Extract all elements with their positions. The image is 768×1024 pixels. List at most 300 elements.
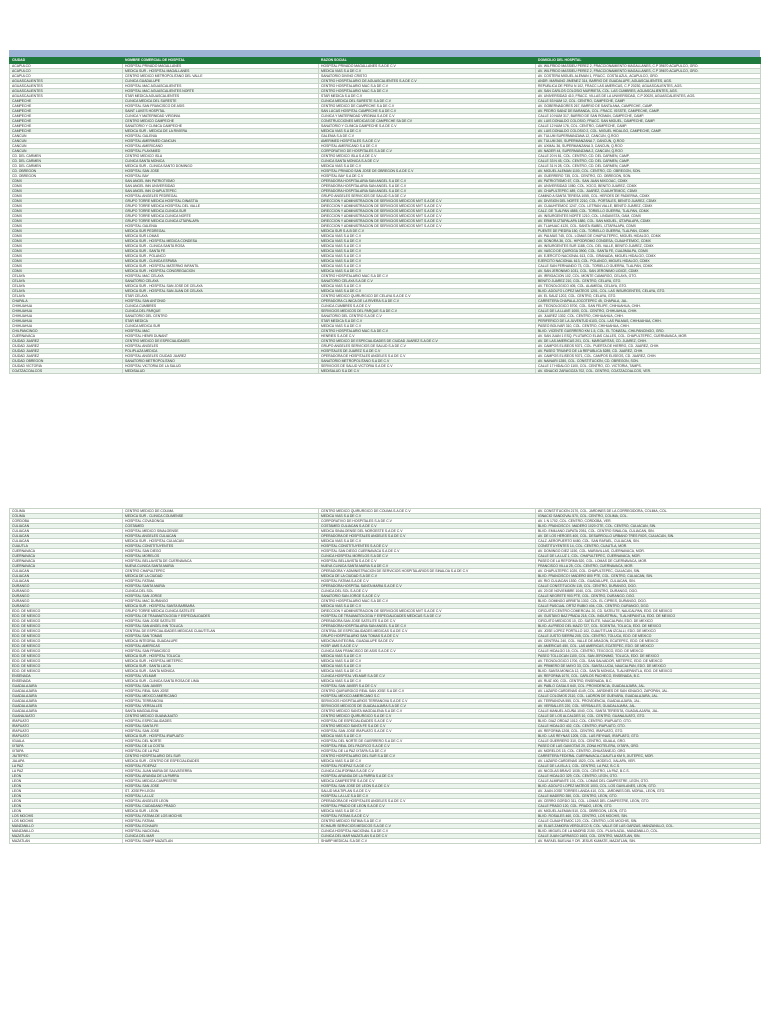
cell-razon-social: OPERADORA HOSPITALARIA SAN ANGEL S.A DE C.V <box>319 184 536 189</box>
cell-ciudad: CD. DEL CARMEN <box>10 159 123 164</box>
cell-razon-social: CLINICA SANTA MONICA S.A DE C.V <box>319 159 536 164</box>
cell-razon-social: CENTRAL DE ESPECIALIDADES MEDICAS S.A DE C.V <box>319 629 536 634</box>
cell-domicilio: AV. LUIS DONALDO COLOSIO 2, COL. MIGUEL HIDALGO, CAMPECHE, CAMP. <box>536 129 761 134</box>
cell-domicilio: AV. ERMITA IZTAPALAPA 1880, COL. SAN MIGUEL, IZTAPALAPA, CDMX <box>536 219 761 224</box>
cell-ciudad: DURANGO <box>10 604 123 609</box>
cell-ciudad: GUADALAJARA <box>10 689 123 694</box>
cell-domicilio: IGNACIO SANDOVAL 570, COL. CENTRO, COLIMA, COL. <box>536 514 761 519</box>
cell-domicilio: AV. CAMPOS ELISEOS 9371, COL. PUERTA DE HIERRO, CD. JUAREZ, CHIH. <box>536 344 761 349</box>
cell-razon-social: MEDICA VIAS S.A DE C.V <box>319 244 536 249</box>
table-row <box>10 369 761 374</box>
cell-nombre-comercial: HOSPITAL VELMAR <box>123 674 319 679</box>
cell-ciudad: JIUTEPEC <box>10 754 123 759</box>
cell-domicilio: CALLE ALMIRANTE 101, COL. LOMAS DEL CAMPESTRE, LEON, GTO. <box>536 779 761 784</box>
cell-domicilio: CALLE JUSTO SIERRA 205, COL. CENTRO, TOLUCA, EDO. DE MEXICO <box>536 634 761 639</box>
cell-ciudad: CDMX <box>10 179 123 184</box>
cell-domicilio: PASEO TOLLOCAN 1100, COL. SAN JERONIMO, TOLUCA, EDO. DE MEXICO <box>536 654 761 659</box>
cell-domicilio: BLVD. SANTA MONICA 12, COL. SANTA MONICA, TLALNEPANTLA, EDO. DE MEXICO <box>536 669 761 674</box>
cell-domicilio: CALLE 12 NUM 176, COL. CENTRO, CAMPECHE, CAMP. <box>536 124 761 129</box>
cell-ciudad: LEON <box>10 789 123 794</box>
cell-nombre-comercial: STAR MEDICA <box>123 319 319 324</box>
cell-nombre-comercial: HOSPITAL VICTORIA DE LA SALUD <box>123 364 319 369</box>
cell-razon-social: MEDICA VIAS S.A DE C.V <box>319 664 536 669</box>
cell-ciudad: CIUDAD JUAREZ <box>10 354 123 359</box>
cell-nombre-comercial: CLINICA GUADALUPE <box>123 79 319 84</box>
cell-razon-social: SAN LUCAS HOSPITAL CAMPECHE S.A DE C.V <box>319 109 536 114</box>
cell-razon-social: CENTRO MEDICO QUIRURGICO DE CELAYA S.A DE C.V <box>319 294 536 299</box>
cell-razon-social: HOSPITAL DE TRAUMATOLOGIA Y ESPECIALIDADES MEDICAS S.A DE C.V <box>319 614 536 619</box>
cell-nombre-comercial: HOSPITAL CONSTITUYENTES <box>123 544 319 549</box>
cell-razon-social: OPERADORA HOSPITALARIA SAN ANGEL S.A DE C.V <box>319 189 536 194</box>
cell-ciudad: CD. DEL CARMEN <box>10 164 123 169</box>
cell-domicilio: CALLE DE LA LUZ 1, COL. CHAPULTEPEC, CUERNAVACA, MOR. <box>536 554 761 559</box>
cell-nombre-comercial: MEDICA SUR - HOSPITAL TOLUCA <box>123 654 319 659</box>
cell-domicilio: AV. EL SAUZ 1202, COL. CENTRO, CELAYA, GTO. <box>536 294 761 299</box>
cell-ciudad: CDMX <box>10 229 123 234</box>
cell-nombre-comercial: NUEVA CLINICA SANTA MARIA <box>123 564 319 569</box>
cell-nombre-comercial: CLINICA MEDICA DEL SURESTE <box>123 99 319 104</box>
cell-ciudad: CULIACAN <box>10 524 123 529</box>
cell-domicilio: AV. TECNOLOGICO 5700, COL. SAN FELIPE, CHIHUAHUA, CHIH. <box>536 304 761 309</box>
cell-ciudad: CUERNAVACA <box>10 554 123 559</box>
cell-razon-social: HOSPITAL FIDEPAZ S.A DE C.V <box>319 764 536 769</box>
cell-domicilio: AV. CHAPULTEPEC 1020, COL. CHAPULTEPEC, CULIACAN, SIN. <box>536 569 761 574</box>
cell-ciudad: EDO. DE MEXICO <box>10 614 123 619</box>
cell-domicilio: AV. REFORMA 1208, COL. CENTRO, IRAPUATO, GTO. <box>536 729 761 734</box>
cell-ciudad: EDO. DE MEXICO <box>10 644 123 649</box>
cell-razon-social: CONSTRUCCIONES MEDICAS DE CAMPECHE SA DE CV <box>319 119 536 124</box>
column-header-domicilio: DOMICILIO DEL HOSPITAL <box>536 58 761 64</box>
cell-ciudad: CAMPECHE <box>10 124 123 129</box>
cell-domicilio: AV. MIGUEL ALEMAN 1100, COL. CENTRO, CD. OBREGON, SON. <box>536 169 761 174</box>
cell-razon-social: STAR MEDICA S.A DE C.V <box>319 94 536 99</box>
cell-razon-social: GRUPO ANGELES SERVICIOS DE SALUD S.A DE C.V <box>319 194 536 199</box>
cell-razon-social: CLINICA Y MATERNIDAD VIRGINIA S.A DE C.V <box>319 114 536 119</box>
cell-domicilio: CALLE MANUEL ACUÑA 1040, COL. SANTA TERESITA, GUADALAJARA, JAL. <box>536 709 761 714</box>
cell-domicilio: AV. GUSTAVO BAZ PRADA 218, COL. INDUSTRIAL, TLALNEPANTLA, EDO. DE MEXICO <box>536 614 761 619</box>
cell-ciudad: EDO. DE MEXICO <box>10 629 123 634</box>
cell-ciudad: DURANGO <box>10 594 123 599</box>
cell-nombre-comercial: CLINICA DEL SOL <box>123 589 319 594</box>
table-row <box>10 839 761 844</box>
cell-razon-social: MEDICA VIAS S.A DE C.V <box>319 69 536 74</box>
cell-razon-social: MEDICA VIAS S.A DE C.V <box>319 679 536 684</box>
cell-domicilio: AV. GOBERNADORES 267, BARRIO DE SANTA ANA, CAMPECHE, CAMP. <box>536 104 761 109</box>
cell-ciudad: CUERNAVACA <box>10 549 123 554</box>
cell-ciudad: GUADALAJARA <box>10 694 123 699</box>
cell-ciudad: EDO. DE MEXICO <box>10 609 123 614</box>
cell-razon-social: HOSPITAL BELLAVISTA S.A DE C.V <box>319 559 536 564</box>
cell-ciudad: CDMX <box>10 224 123 229</box>
cell-domicilio: CALLE PRADO 120, COL. PRADO, LEON, GTO. <box>536 804 761 809</box>
cell-razon-social: DIRECCION Y ADMINISTRACION DE SERVICIOS MEDICOS MVT S.A DE C.V <box>319 224 536 229</box>
cell-ciudad: CIUDAD JUAREZ <box>10 349 123 354</box>
cell-razon-social: MEDICA VIAS S.A DE C.V <box>319 604 536 609</box>
cell-nombre-comercial: HOSPITAL JUAN MARIA DE SALVATIERRA <box>123 769 319 774</box>
cell-razon-social: MEDICA VIAS S.A DE C.V <box>319 539 536 544</box>
cell-ciudad: EDO. DE MEXICO <box>10 664 123 669</box>
cell-razon-social: OPERADORA HOSPITAL SANTA MARIA S.A DE C.V <box>319 584 536 589</box>
cell-razon-social: CORPORATIVO DE HOSPITALES S.A DE C.V <box>319 149 536 154</box>
cell-nombre-comercial: HOSPITAL BAY <box>123 174 319 179</box>
cell-nombre-comercial: CENTRO MEDICO CAMPECHE <box>123 119 319 124</box>
cell-razon-social: SHARP MEDICAL S.A DE C.V <box>319 839 536 844</box>
cell-razon-social: MEDICA VIAS S.A DE C.V <box>319 289 536 294</box>
cell-ciudad: CDMX <box>10 209 123 214</box>
cell-ciudad: CULIACAN <box>10 574 123 579</box>
cell-domicilio: AV. NADER 44, SUPERMANZANA 2, CANCUN, Q.ROO <box>536 149 761 154</box>
cell-ciudad: CDMX <box>10 264 123 269</box>
cell-ciudad: CAMPECHE <box>10 114 123 119</box>
cell-domicilio: BLVD. FRANCISCO I. MADERO 1020 OTE, COL. CENTRO, CULIACAN, SIN. <box>536 524 761 529</box>
cell-razon-social: CENTRO MEDICO ISLA S.A DE C.V <box>319 154 536 159</box>
cell-domicilio: CALLE HIDALGO 15, COL. CENTRO, TEXCOCO, EDO. DE MEXICO <box>536 649 761 654</box>
cell-domicilio: AV. RAFAEL BUELNA Y DR. JESUS KUMATE, MAZATLAN, SIN. <box>536 839 761 844</box>
cell-nombre-comercial: MEDICA SUR - HOSPITAL SAN JOSE DE CELAYA <box>123 284 319 289</box>
cell-ciudad: CULIACAN <box>10 579 123 584</box>
cell-nombre-comercial: MEDICA SUR - LEON <box>123 809 319 814</box>
cell-nombre-comercial: HOSPITAL ANGELES LEON <box>123 799 319 804</box>
cell-domicilio: CIRCUITO MEDICOS 10, CD. SATELITE, NAUCALPAN, EDO. DE MEXICO <box>536 619 761 624</box>
cell-razon-social: ECHAURI SERVICIOS MEDICOS S.A DE C.V <box>319 824 536 829</box>
cell-razon-social: COSTAMED CULIACAN S.A DE C.V <box>319 524 536 529</box>
cell-domicilio: BLVD. ALFREDO DEL MAZO 727, COL. SCIENTIA, TOLUCA, EDO. DE MEXICO <box>536 624 761 629</box>
cell-domicilio: CALLE 20 N 81, COL. CENTRO, CD. DEL CARMEN, CAMP. <box>536 154 761 159</box>
cell-domicilio: AV. PALMAS 745, COL. LOMAS DE CHAPULTEPEC, MIGUEL HIDALGO, CDMX <box>536 234 761 239</box>
hospital-table-continued <box>9 508 761 844</box>
cell-razon-social: DIRECCION Y ADMINISTRACION DE SERVICIOS MEDICOS MVT S.A DE C.V <box>319 219 536 224</box>
cell-domicilio: AV. CERRO GORDO 311, COL. LOMAS DEL CAMPESTRE, LEON, GTO. <box>536 799 761 804</box>
cell-razon-social: GRUPO ANGELES SERVICIOS DE SALUD S.A DE C.V <box>319 344 536 349</box>
cell-nombre-comercial: MEDICA SUR - HOSPITAL SAN JUAN DE CELAYA <box>123 289 319 294</box>
cell-nombre-comercial: MEDICA SUR - SANTA FE <box>123 249 319 254</box>
cell-domicilio: PASEO BOLIVAR 310, COL. CENTRO, CHIHUAHUA, CHIH. <box>536 324 761 329</box>
cell-nombre-comercial: MEDICA SUR - HOSPITAL CONGREGACION <box>123 269 319 274</box>
cell-razon-social: MEDICA VIAS S.A DE C.V <box>319 259 536 264</box>
cell-razon-social: DIRECCION Y ADMINISTRACION DE SERVICIOS MEDICOS MVT S.A DE C.V <box>319 609 536 614</box>
cell-razon-social: SANATORIO METROPOLITANO S.A DE C.V <box>319 359 536 364</box>
cell-nombre-comercial: HOSPITAL MAC DURANGO <box>123 599 319 604</box>
cell-nombre-comercial: GRUPO TORRE MEDICA HOSPITAL DEL VALLE <box>123 204 319 209</box>
cell-domicilio: CALLE JUAN CARRASCO 1603, COL. CENTRO, MAZATLAN, SIN. <box>536 834 761 839</box>
cell-razon-social: OPERADORA DE HOSPITALES ANGELES S.A DE C.V <box>319 799 536 804</box>
cell-ciudad: GUADALAJARA <box>10 699 123 704</box>
cell-nombre-comercial: HOSPITAL ARANDA DE LA PARRA <box>123 774 319 779</box>
cell-domicilio: CIRCUITO CENTRO COMERCIAL 20, CD. SATELITE, NAUCALPAN, EDO. DE MEXICO <box>536 609 761 614</box>
cell-domicilio: PASEO DE LA REFORMA 520, COL. LOMAS DE CUERNAVACA, MOR. <box>536 559 761 564</box>
cell-domicilio: CALLE PASCUAL ORTIZ RUBIO 404, COL. CENTRO, DURANGO, DGO. <box>536 604 761 609</box>
cell-razon-social: OPERADORA DE HOSPITALES ANGELES S.A DE C.V <box>319 534 536 539</box>
cell-domicilio: AV. CUAUHTEMOC 1247, COL. LETRAN VALLE, BENITO JUAREZ, CDMX <box>536 204 761 209</box>
cell-domicilio: AV. CONSTITUCION 2170, COL. JARDINES DE LA CORREGIDORA, COLIMA, COL. <box>536 509 761 514</box>
cell-razon-social: HOSPITALES DE JUAREZ S.A DE C.V <box>319 349 536 354</box>
cell-ciudad: CIUDAD JUAREZ <box>10 344 123 349</box>
cell-domicilio: AV. SAN JERONIMO 1031, COL. SAN JERONIMO LIDICE, CDMX <box>536 269 761 274</box>
cell-ciudad: AGUASCALIENTES <box>10 94 123 99</box>
cell-nombre-comercial: HOSPITAL SAN JOSE SATELITE <box>123 619 319 624</box>
cell-nombre-comercial: ST. JOSEPH LEON <box>123 789 319 794</box>
cell-ciudad: EDO. DE MEXICO <box>10 669 123 674</box>
cell-ciudad: CUAUTLA <box>10 544 123 549</box>
cell-razon-social: OPERADORA SAN JOSE SATELITE S.A DE C.V <box>319 619 536 624</box>
cell-razon-social: HOSPITAL CONSTITUYENTES S.A DE C.V <box>319 544 536 549</box>
cell-razon-social: CENTRO HOSPITALARIO DE AGUASCALIENTES S.A DE C.V <box>319 79 536 84</box>
cell-nombre-comercial: MEDICA SUR - HOSPITAL IRAPUATO <box>123 734 319 739</box>
cell-nombre-comercial: HOSPITAL ANGELES PEDREGAL <box>123 194 319 199</box>
cell-domicilio: AV. TULUM 260, SUPERMANZANA 7, CANCUN, Q.ROO <box>536 139 761 144</box>
cell-domicilio: BLVD. FRANCISCO I MADERO 800 PTE, COL. CENTRO, CULIACAN, SIN. <box>536 574 761 579</box>
cell-domicilio: AV. VERSALLES 220, COL. VERSALLES, GUADALAJARA, JAL. <box>536 704 761 709</box>
cell-razon-social: MEDICINA INTEGRAL GUADALUPE SA DE CV <box>319 639 536 644</box>
cell-razon-social: OPERADORA DE HOSPITALES ANGELES S.A DE C.V <box>319 354 536 359</box>
cell-nombre-comercial: MEDICA SUR - HOSPITAL MATERNO INFANTIL <box>123 264 319 269</box>
cell-domicilio: AV. GUERRERO 735, COL. CENTRO, CD. OBREGON, SON. <box>536 174 761 179</box>
cell-domicilio: CALLE CUAUHTEMOC 120, COL. CENTRO, LOS MOCHIS, SIN. <box>536 819 761 824</box>
cell-nombre-comercial: SANTA MAGDALENA <box>123 709 319 714</box>
cell-nombre-comercial: SAN ANGEL INN CHAPULTEPEC <box>123 189 319 194</box>
cell-nombre-comercial: CLINICA DEL MAR <box>123 834 319 839</box>
cell-razon-social: HOSP. AMS S.A DE C.V <box>319 644 536 649</box>
cell-razon-social: MEDICA VIAS S.A DE C.V <box>319 269 536 274</box>
cell-nombre-comercial: HOSPITAL AMERIMED CANCUN <box>123 139 319 144</box>
cell-razon-social: MEDICA VIAS S.A DE C.V <box>319 514 536 519</box>
cell-razon-social: MEDICA VIAS S.A DE C.V <box>319 234 536 239</box>
cell-ciudad: IXTAPA <box>10 749 123 754</box>
cell-domicilio: AV. EJERCITO NACIONAL 613, COL. GRANADA, MIGUEL HIDALGO, CDMX <box>536 254 761 259</box>
cell-razon-social: OPERADORA CLINICA DE LA RIVERA S.A DE C.V <box>319 299 536 304</box>
cell-razon-social: MEDICA VIAS S.A DE C.V <box>319 264 536 269</box>
cell-domicilio: BLVD. LAS REYNAS 1205, COL. LAS REYNAS, IRAPUATO, GTO. <box>536 734 761 739</box>
cell-razon-social: MEDICA VIAS S.A DE C.V <box>319 669 536 674</box>
cell-nombre-comercial: HOSPITAL ANGELES CULIACAN <box>123 534 319 539</box>
cell-ciudad: DURANGO <box>10 589 123 594</box>
cell-razon-social: CLINICA HOSPITAL VELMAR S.A DE C.V <box>319 674 536 679</box>
cell-razon-social: DIRECCION Y ADMINISTRACION DE SERVICIOS MEDICOS MVT S.A DE C.V <box>319 199 536 204</box>
cell-domicilio: AV. PATRIOTISMO 67, COL. SAN JUAN MIXCOAC, CDMX <box>536 179 761 184</box>
cell-nombre-comercial: HOSPITAL MEDICA CAMPESTRE <box>123 779 319 784</box>
cell-domicilio: CALLE DE LOS ALCALDES 10, COL. CENTRO, GUANAJUATO, GTO. <box>536 714 761 719</box>
cell-ciudad: EDO. DE MEXICO <box>10 624 123 629</box>
cell-nombre-comercial: HOSPITAL SANTA FE <box>123 724 319 729</box>
cell-razon-social: HOSPITAL PRIVADO SAN JOSE DE OBREGON S.A DE C.V <box>319 169 536 174</box>
cell-ciudad: CHIHUAHUA <box>10 309 123 314</box>
cell-domicilio: AV. WILFRIDO MASSIEU PEREZ 2, FRACCIONAMIENTO MAGALLANES, C.P 39670 ACAPULCO, GRO. <box>536 64 761 69</box>
cell-ciudad: LA PAZ <box>10 764 123 769</box>
cell-ciudad: CANCUN <box>10 134 123 139</box>
cell-domicilio: AV. UXMAL 36, SUPERMANZANA 3, CANCUN, Q.ROO <box>536 144 761 149</box>
cell-nombre-comercial: HOSPITAL TERRANOVA <box>123 699 319 704</box>
cell-razon-social: HOSPITAL PRIVADO MAGALLANES S.A DE C.V <box>319 64 536 69</box>
cell-ciudad: CHAPALA <box>10 299 123 304</box>
cell-domicilio: BLVD. ADOLFO LOPEZ MATEOS 1003, COL. LOS GAVILANES, LEON, GTO. <box>536 784 761 789</box>
cell-ciudad: CUERNAVACA <box>10 564 123 569</box>
cell-ciudad: EDO. DE MEXICO <box>10 619 123 624</box>
cell-domicilio: AV. LAZARO CARDENAS 4149, COL. JARDINES DE SAN IGNACIO, ZAPOPAN, JAL. <box>536 689 761 694</box>
cell-nombre-comercial: CENTRO MEDICO ISLA <box>123 154 319 159</box>
cell-nombre-comercial: HOSPITAL FATIMA <box>123 579 319 584</box>
cell-ciudad: CDMX <box>10 234 123 239</box>
cell-razon-social: SALUD MULTIPLAN S.A DE C.V <box>319 789 536 794</box>
cell-razon-social: HOSPITAL REAL DEL PACIFICO S.A DE C.V <box>319 744 536 749</box>
cell-nombre-comercial: CENTRO MEDICO METROPOLITANO DEL VALLE <box>123 74 319 79</box>
cell-ciudad: MAZATLAN <box>10 839 123 844</box>
cell-domicilio: CALLE CONSTITUCION 115, COL. CENTRO, DURANGO, DGO. <box>536 584 761 589</box>
cell-ciudad: EDO. DE MEXICO <box>10 634 123 639</box>
cell-domicilio: CALLE 31 N 28, COL. CENTRO, CD. DEL CARMEN, CAMP. <box>536 164 761 169</box>
cell-domicilio: AV. LAZARO CARDENAS 1520, COL. MODELO, XALAPA, VER. <box>536 759 761 764</box>
cell-ciudad: CDMX <box>10 239 123 244</box>
cell-ciudad: JALAPA <box>10 759 123 764</box>
cell-razon-social: GALENIA S.A DE C.V <box>319 134 536 139</box>
cell-domicilio: AV. TERRANOVA 555, COL. PROVIDENCIA, GUADALAJARA, JAL. <box>536 699 761 704</box>
cell-nombre-comercial: SANATORIO Y CLINICA CAMPECHE <box>123 124 319 129</box>
cell-ciudad: ENSENADA <box>10 674 123 679</box>
cell-nombre-comercial: CENTRO MEDICO DE ESPECIALIDADES <box>123 339 319 344</box>
cell-razon-social: CENTRO MEDICO SANTA MAGDALENA S.A DE C.V <box>319 709 536 714</box>
cell-nombre-comercial: HOSPITAL SAN ANTONIO <box>123 299 319 304</box>
cell-razon-social: HOSPITAL ARANDA DE LA PARRA S.A DE C.V <box>319 774 536 779</box>
cell-ciudad: CAMPECHE <box>10 119 123 124</box>
cell-razon-social: MEDICA VIAS S.A DE C.V <box>319 734 536 739</box>
cell-razon-social: CENTRO QUIRURGICO REAL SAN JOSE S.A DE C.V <box>319 689 536 694</box>
cell-ciudad: CHIHUAHUA <box>10 324 123 329</box>
cell-razon-social: DIRECCION Y ADMINISTRACION DE SERVICIOS MEDICOS MVT S.A DE C.V <box>319 209 536 214</box>
cell-ciudad: CDMX <box>10 214 123 219</box>
cell-nombre-comercial: GRUPO TORRE MEDICA CLINICA SATELITE <box>123 609 319 614</box>
cell-domicilio: AV. DIVISION DEL NORTE 2210, COL. PORTALES, BENITO JUAREZ, CDMX <box>536 199 761 204</box>
cell-razon-social: SERVICIOS MEDICOS DEL PARQUE S.A DE C.V <box>319 309 536 314</box>
cell-domicilio: BLVD. ROSALES 460, COL. CENTRO, LOS MOCHIS, SIN. <box>536 814 761 819</box>
cell-ciudad: CULIACAN <box>10 529 123 534</box>
cell-domicilio: AV. PASEO TRIUNFO DE LA REPUBLICA 5289, CD. JUAREZ, CHIH. <box>536 349 761 354</box>
cell-domicilio: BLVD. VICENTE GUERRERO KM 1.5, COL. EL TOMATAL, CHILPANCINGO, GRO. <box>536 329 761 334</box>
cell-domicilio: AV. VASCO DE QUIROGA 3900, COL. SANTA FE, CUAJIMALPA, CDMX <box>536 249 761 254</box>
cell-ciudad: LEON <box>10 779 123 784</box>
cell-domicilio: PERIFERICO DE LA JUVENTUD 6103, COL. LAS PALMAS, CHIHUAHUA, CHIH. <box>536 319 761 324</box>
cell-ciudad: CUERNAVACA <box>10 334 123 339</box>
cell-domicilio: AV. JUAN JOSE TORRES LANDA 410, COL. JARDINES DEL MORAL, LEON, GTO. <box>536 789 761 794</box>
cell-ciudad: MANZANILLO <box>10 824 123 829</box>
cell-razon-social: GRUPO HOSPITALARIO SAN TOMAS S.A DE C.V <box>319 634 536 639</box>
cell-nombre-comercial: GRUPO TORRE MEDICA HOSPITAL DINASTIA <box>123 199 319 204</box>
cell-nombre-comercial: HOSPITAL SAN TOMAS <box>123 634 319 639</box>
cell-domicilio: AV. TECNOLOGICO 405, COL. ALAMEDA, CELAYA, GTO. <box>536 284 761 289</box>
column-header-ciudad: CIUDAD <box>10 58 123 64</box>
cell-domicilio: BLVD. MIGUEL DE LA MADRID 2150, COL. PLAYA AZUL, MANZANILLO, COL. <box>536 829 761 834</box>
cell-nombre-comercial: HOSPITAL SAN JOSE <box>123 169 319 174</box>
cell-razon-social: HOSPITAL DE ESPECIALIDADES S.A DE C.V <box>319 719 536 724</box>
cell-domicilio: CALLE 10 NUM 317, BARRIO DE SAN ROMAN, CAMPECHE, CAMP. <box>536 114 761 119</box>
cell-ciudad: CELAYA <box>10 289 123 294</box>
cell-domicilio: AV. CAMPOS ELISEOS 9371, COL. CAMPOS ELISEOS, CD. JUAREZ, CHIH. <box>536 354 761 359</box>
cell-nombre-comercial: HOSPITAL MEXICO AMERICANO <box>123 694 319 699</box>
cell-ciudad: IRAPUATO <box>10 734 123 739</box>
cell-domicilio: AV. DE LAS AMERICAS 201, COL. MARGARITAS, CD. JUAREZ, CHIH. <box>536 339 761 344</box>
cell-nombre-comercial: HOSPITAL DE LA COSTA <box>123 744 319 749</box>
cell-ciudad: CD. OBREGON <box>10 169 123 174</box>
cell-domicilio: AV. COSTERA MIGUEL ALEMAN 1, FRACC. COSTA AZUL, ACAPULCO, GRO. <box>536 74 761 79</box>
cell-nombre-comercial: MEDICA SUR - CLINICA ESPAÑA <box>123 259 319 264</box>
cell-nombre-comercial: HOSPITAL FIDEPAZ <box>123 764 319 769</box>
cell-razon-social: SERVICIOS HOSPITALARIOS TERRANOVA S.A DE C.V <box>319 699 536 704</box>
cell-domicilio: CARRETERA FEDERAL CUERNAVACA-CUAUTLA KM 5, JIUTEPEC, MOR. <box>536 754 761 759</box>
cell-nombre-comercial: HOSPITAL MEDICO SINALOENSE <box>123 529 319 534</box>
cell-razon-social: HOSPITAL AMERICANO S.A DE C.V <box>319 144 536 149</box>
cell-nombre-comercial: MEDICA SUR - HOSPITAL MEDICA CONDESA <box>123 239 319 244</box>
cell-razon-social: OPERADORA HOSPITALARIA SAN ANGEL S.A DE C.V <box>319 624 536 629</box>
cell-nombre-comercial: MEDICA SUR - POLANCO <box>123 254 319 259</box>
cell-razon-social: MEDICA VIAS S.A DE C.V <box>319 284 536 289</box>
cell-nombre-comercial: HOSPITAL HENRI DUNANT <box>123 334 319 339</box>
cell-ciudad: CUERNAVACA <box>10 559 123 564</box>
cell-nombre-comercial: MEDICA SUR - SANTA LUCIA <box>123 664 319 669</box>
cell-domicilio: BLVD. ADOLFO LOPEZ MATEOS 1201, COL. LAS INSURGENTES, CELAYA, GTO. <box>536 289 761 294</box>
table-body-lower <box>10 509 761 844</box>
cell-razon-social: SERVICIOS DE SALUD VICTORIA S.A DE C.V <box>319 364 536 369</box>
cell-ciudad: CHIHUAHUA <box>10 304 123 309</box>
cell-domicilio: AV. IGNACIO ZARAGOZA 702, COL. CENTRO, COATZACOALCOS, VER. <box>536 369 761 374</box>
cell-ciudad: CHIHUAHUA <box>10 314 123 319</box>
cell-razon-social: CLINICA MEDICA DEL SURESTE S.A DE C.V <box>319 99 536 104</box>
cell-ciudad: AGUASCALIENTES <box>10 79 123 84</box>
cell-razon-social: MEDICA VIAS S.A DE C.V <box>319 324 536 329</box>
cell-nombre-comercial: SAINT LUKE'S HOSPITAL <box>123 109 319 114</box>
cell-domicilio: AV. TECNOLOGICO 1700, COL. SAN SALVADOR, METEPEC, EDO. DE MEXICO <box>536 659 761 664</box>
cell-domicilio: AV. TULUM SUPERMANZANA 12, CANCUN, Q.ROO <box>536 134 761 139</box>
cell-razon-social: HOSPITAL DEL NORTE DE GUERRERO S.A DE C.V <box>319 739 536 744</box>
cell-ciudad: ACAPULCO <box>10 64 123 69</box>
cell-ciudad: GUADALAJARA <box>10 684 123 689</box>
cell-domicilio: AV. JUAREZ 1302, COL. CENTRO, CHIHUAHUA, CHIH. <box>536 314 761 319</box>
cell-nombre-comercial: HOSPITAL SHARP MAZATLAN <box>123 839 319 844</box>
cell-nombre-comercial: HOSPITAL SAN JAVIER <box>123 684 319 689</box>
cell-nombre-comercial: CENTRO MEDICO GUANAJUATO <box>123 714 319 719</box>
cell-nombre-comercial: HOSPITAL MAC AGUASCALIENTES <box>123 84 319 89</box>
cell-nombre-comercial: HOSPITAL NACIONAL <box>123 829 319 834</box>
cell-nombre-comercial: HOSPITAL DEL NORTE <box>123 739 319 744</box>
cell-razon-social: MEDICA VIAS S.A DE C.V <box>319 249 536 254</box>
cell-ciudad: CELAYA <box>10 274 123 279</box>
cell-ciudad: LEON <box>10 799 123 804</box>
cell-nombre-comercial: HOSPITAL COVADONGA <box>123 519 319 524</box>
cell-razon-social: CLINICA DEL MAR MAZATLAN S.A DE C.V <box>319 834 536 839</box>
cell-razon-social: CENTRO HOSPITALARIO MAC S.A DE C.V <box>319 84 536 89</box>
cell-razon-social: MEDICA DE LA CIUDAD S.A DE C.V <box>319 574 536 579</box>
cell-razon-social: CENTRO MEDICO QUIRURGICO DE COLIMA S.A DE C.V <box>319 509 536 514</box>
cell-domicilio: AV. NICOLAS BRAVO 1035, COL. CENTRO, LA PAZ, B.C.S. <box>536 769 761 774</box>
cell-ciudad: IGUALA <box>10 739 123 744</box>
cell-ciudad: CIUDAD OBREGON <box>10 359 123 364</box>
cell-ciudad: CAMPECHE <box>10 104 123 109</box>
cell-ciudad: CIUDAD VICTORIA <box>10 364 123 369</box>
cell-nombre-comercial: GRUPO TORRE MEDICA CLINICA IZTAPALAPA <box>123 219 319 224</box>
cell-ciudad: CELAYA <box>10 294 123 299</box>
cell-domicilio: AV. INSURGENTES SUR 1188, COL. DEL VALLE, BENITO JUAREZ, CDMX <box>536 244 761 249</box>
cell-nombre-comercial: MEDICA INTEGRAL GUADALUPE <box>123 639 319 644</box>
column-header-razon: RAZON SOCIAL <box>319 58 536 64</box>
cell-razon-social: HOSPITAL BAY S.A DE C.V <box>319 174 536 179</box>
cell-domicilio: CALZ. AEROPUERTO 6480, COL. SAN RAFAEL, CULIACAN, SIN. <box>536 539 761 544</box>
cell-nombre-comercial: HOSPITAL FATIMA <box>123 819 319 824</box>
cell-domicilio: CALLE SAN FERNANDO 73, COL. TORIELLO GUERRA, TLALPAN, CDMX <box>536 264 761 269</box>
cell-domicilio: FRANCISCO VILLA 25, COL. CENTRO, CUERNAVACA, MOR. <box>536 564 761 569</box>
cell-ciudad: CAMPECHE <box>10 129 123 134</box>
cell-razon-social: MEDISALUD S.A DE C.V <box>319 369 536 374</box>
cell-nombre-comercial: HOSPITAL VERSALLES <box>123 704 319 709</box>
cell-razon-social: AMERIMED HOSPITALES S.A DE C.V <box>319 139 536 144</box>
cell-domicilio: AV. DOMINGO DIEZ 1150, COL. MARAVILLAS, CUERNAVACA, MOR. <box>536 549 761 554</box>
cell-domicilio: CALLE 17 HIDALGO 1100, COL. CENTRO, CD. VICTORIA, TAMPS. <box>536 364 761 369</box>
